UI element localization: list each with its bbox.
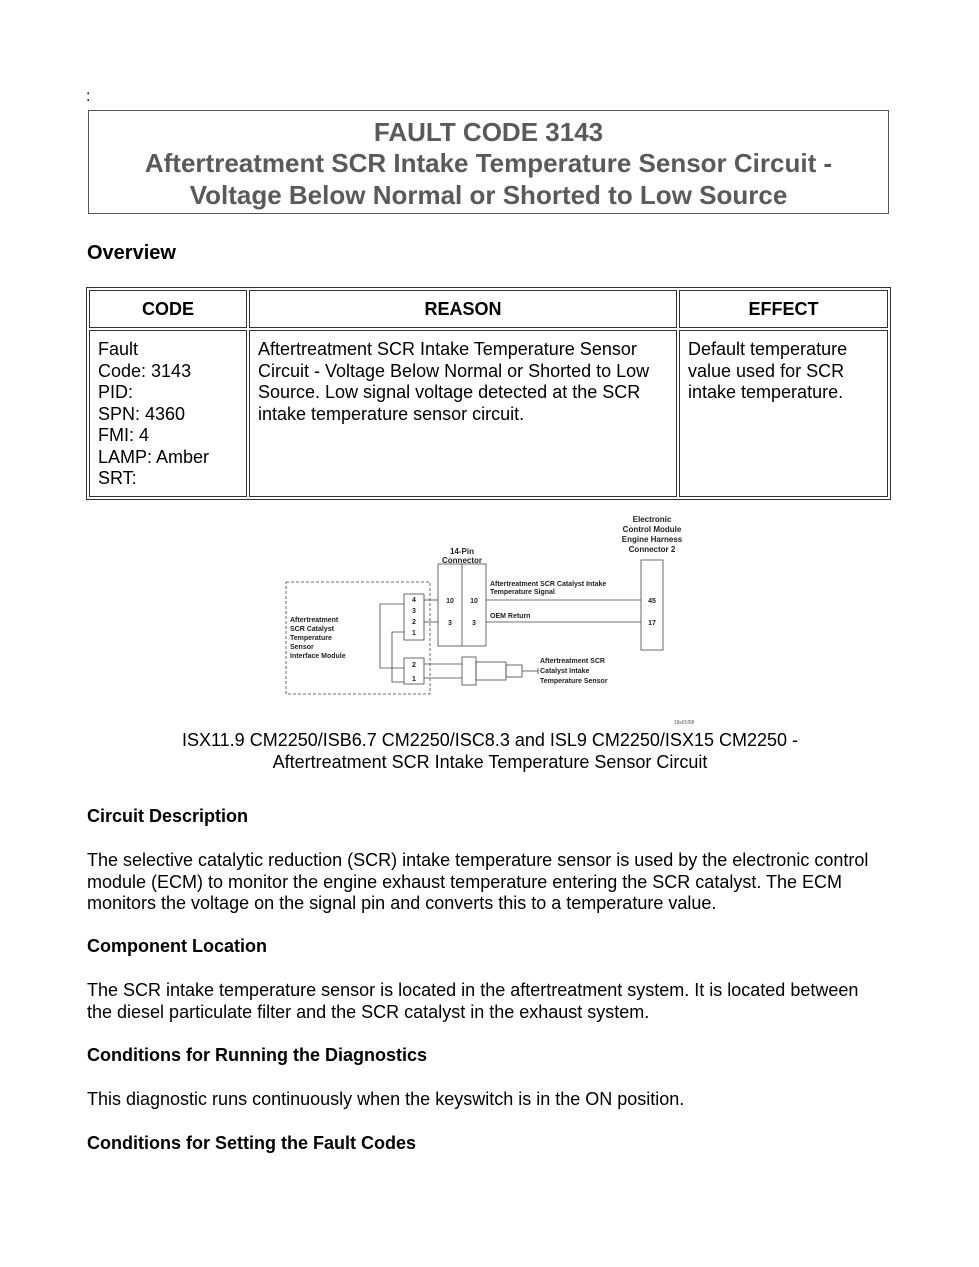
fault-title-line-1: Aftertreatment SCR Intake Temperature Sensor Circuit -: [144, 148, 833, 178]
code-line: Fault: [98, 339, 139, 359]
code-line: SPN: 4360: [98, 403, 186, 424]
module-pin: 1: [412, 630, 416, 637]
module-pin: 2: [412, 619, 416, 626]
signal-label-1: Aftertreatment SCR Catalyst Intake: [490, 581, 607, 588]
caption-line-1: ISX11.9 CM2250/ISB6.7 CM2250/ISC8.3 and ISL9 CM2250/ISX15 CM2250 -: [181, 730, 799, 750]
ecm-label-3: Engine Harness: [621, 535, 683, 544]
header-code: CODE: [89, 290, 247, 328]
header-effect: EFFECT: [679, 290, 888, 328]
connector-pin: 10: [446, 598, 454, 605]
effect-cell: Default temperature value used for SCR intake temperature.: [679, 330, 888, 497]
code-cell: [89, 330, 247, 497]
reason-cell: Aftertreatment SCR Intake Temperature Sensor Circuit - Voltage Below Normal or Shorted to Low Source. Low signal voltage detected at the SCR intake temperature sensor circuit.: [249, 330, 677, 497]
code-line: Code: 3143: [98, 360, 192, 381]
circuit-description-heading: Circuit Description: [87, 806, 249, 826]
signal-label-2: Temperature Signal: [490, 589, 555, 596]
connector-pin: 10: [470, 598, 478, 605]
fault-code-table: [86, 287, 891, 500]
caption-line-2: Aftertreatment SCR Intake Temperature Sensor Circuit: [272, 752, 708, 772]
circuit-diagram: [280, 512, 700, 727]
header-reason: REASON: [249, 290, 677, 328]
connector-pin: 3: [472, 620, 476, 627]
module-pin: 3: [412, 608, 416, 615]
component-location-heading: Component Location: [87, 936, 267, 956]
fault-code-title: FAULT CODE 3143: [373, 117, 604, 147]
connector-pin: 3: [448, 620, 452, 627]
figure-id: 19s01f08: [673, 720, 695, 726]
diagram-caption: [120, 729, 860, 773]
setting-fault-codes-heading: Conditions for Setting the Fault Codes: [87, 1133, 416, 1153]
component-location-text: The SCR intake temperature sensor is located in the aftertreatment system. It is located between the diesel particulate filter and the SCR catalyst in the exhaust system.: [87, 980, 859, 1022]
sensor-label-2: Catalyst Intake: [540, 668, 590, 675]
module-pin: 4: [412, 597, 416, 604]
ecm-label-1: Electronic: [632, 515, 672, 524]
circuit-description-text: The selective catalytic reduction (SCR) intake temperature sensor is used by the electronic control module (ECM) to monitor the engine exhaust temperature entering the SCR catalyst. The ECM monitors the voltage on the signal pin and converts this to a temperature value.: [87, 850, 869, 913]
code-line: FMI: 4: [98, 425, 150, 445]
fault-title-line-2: Voltage Below Normal or Shorted to Low Source: [189, 180, 788, 210]
code-line: SRT:: [98, 468, 137, 488]
sensor-label-1: Aftertreatment SCR: [540, 658, 605, 665]
page-colon: :: [86, 88, 91, 105]
code-line: LAMP: Amber: [98, 446, 210, 467]
ecm-label-4: Connector 2: [628, 545, 676, 554]
module-label-3: Temperature: [290, 635, 332, 642]
module-label-5: Interface Module: [290, 653, 346, 660]
table-header-row: [89, 290, 888, 328]
ecm-pin: 17: [648, 620, 656, 627]
ecm-pin: 45: [648, 598, 656, 605]
connector-label-2: Connector: [442, 556, 482, 565]
module-label-4: Sensor: [290, 644, 314, 651]
sensor-pin: 1: [412, 676, 416, 683]
return-label: OEM Return: [490, 613, 531, 620]
fault-title-box: [88, 110, 889, 214]
module-label-2: SCR Catalyst: [290, 626, 334, 633]
overview-heading: Overview: [87, 242, 176, 264]
sensor-label-3: Temperature Sensor: [540, 678, 608, 685]
code-line: PID:: [98, 382, 134, 402]
module-label-1: Aftertreatment: [290, 617, 339, 624]
sensor-pin: 2: [412, 662, 416, 669]
ecm-label-2: Control Module: [622, 525, 682, 534]
running-diagnostics-text: This diagnostic runs continuously when the keyswitch is in the ON position.: [87, 1089, 685, 1109]
running-diagnostics-heading: Conditions for Running the Diagnostics: [87, 1045, 427, 1065]
table-row: [89, 330, 888, 497]
connector-label-1: 14-Pin: [449, 547, 475, 556]
